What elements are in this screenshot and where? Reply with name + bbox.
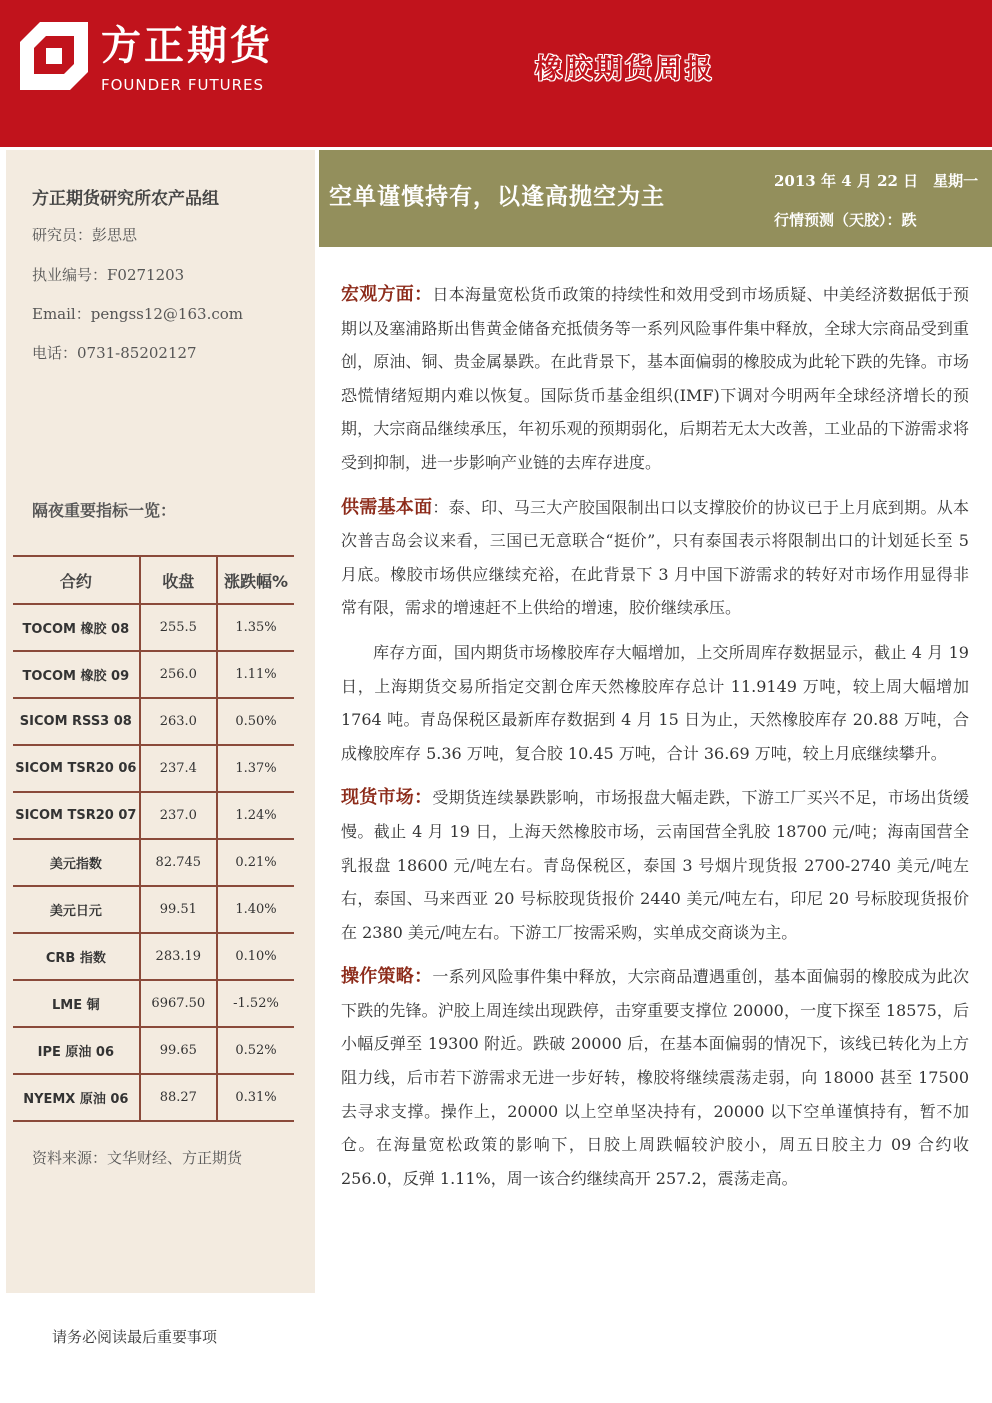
strategy-section bbox=[341, 960, 969, 1195]
inventory-text: 库存方面，国内期货市场橡胶库存大幅增加，上交所周库存数据显示，截止 4 月 19 日，上海期货交易所指定交割仓库天然橡胶库存总计 11.9149 万吨，较上周大幅增加 1764 吨。青岛保税区最新库存数据到 4 月 15 日为止，天然橡胶库存 20.88 万吨，合成橡胶库存 5.36 万吨，复合胶 10.45 万吨，合计 36.69 万吨，较上月底继续攀升。 bbox=[341, 642, 969, 763]
table-row bbox=[13, 980, 294, 1027]
table-row bbox=[13, 1027, 294, 1074]
contract-name: 美元指数 bbox=[13, 839, 140, 886]
report-headline: 空单谨慎持有，以逢高抛空为主 bbox=[329, 183, 665, 210]
macro-text: 日本海量宽松货币政策的持续性和效用受到市场质疑、中美经济数据低于预期以及塞浦路斯出售黄金储备充抵债务等一系列风险事件集中释放，全球大宗商品受到重创，原油、铜、贵金属暴跌。在此背景下，基本面偏弱的橡胶成为此轮下跌的先锋。市场恐慌情绪短期内难以恢复。国际货币基金组织(IMF)下调对今明两年全球经济增长的预期，大宗商品继续承压，年初乐观的预期弱化，后期若无太大改善，工业品的下游需求将受到抑制，进一步影响产业链的去库存进度。 bbox=[341, 285, 969, 472]
column-header: 涨跌幅% bbox=[217, 556, 294, 604]
table-row bbox=[13, 698, 294, 745]
close-value: 255.5 bbox=[140, 604, 217, 651]
research-group: 方正期货研究所农产品组 bbox=[32, 189, 219, 209]
macro-title: 宏观方面： bbox=[341, 284, 433, 305]
contract-name: CRB 指数 bbox=[13, 933, 140, 980]
change-percent: 1.35% bbox=[217, 604, 294, 651]
change-percent: 0.21% bbox=[217, 839, 294, 886]
change-percent: 0.52% bbox=[217, 1027, 294, 1074]
table-row bbox=[13, 886, 294, 933]
table-row bbox=[13, 604, 294, 651]
brand-name-cn: 方正期货 bbox=[101, 23, 273, 69]
close-value: 99.51 bbox=[140, 886, 217, 933]
contact-phone: 电话：0731-85202127 bbox=[32, 344, 197, 362]
data-source: 资料来源：文华财经、方正期货 bbox=[32, 1149, 243, 1167]
contract-name: 美元日元 bbox=[13, 886, 140, 933]
close-value: 88.27 bbox=[140, 1074, 217, 1121]
close-value: 237.4 bbox=[140, 745, 217, 792]
disclaimer-note: 请务必阅读最后重要事项 bbox=[52, 1328, 218, 1346]
close-value: 99.65 bbox=[140, 1027, 217, 1074]
close-value: 82.745 bbox=[140, 839, 217, 886]
report-title: 橡胶期货周报 bbox=[535, 54, 715, 85]
table-row bbox=[13, 933, 294, 980]
spot-section bbox=[341, 781, 969, 949]
supply-section bbox=[341, 491, 969, 625]
column-header: 收盘 bbox=[140, 556, 217, 604]
report-body bbox=[341, 278, 969, 1206]
header-banner bbox=[0, 0, 992, 147]
change-percent: 1.37% bbox=[217, 745, 294, 792]
spot-text: 受期货连续暴跌影响，市场报盘大幅走跌，下游工厂买兴不足，市场出货缓慢。截止 4 月 19 日，上海天然橡胶市场，云南国营全乳胶 18700 元/吨；海南国营全乳报盘 18600 元/吨左右。青岛保税区，泰国 3 号烟片现货报 2700-2740 美元/吨左右，泰国、马来西亚 20 号标胶现货报价 2440 美元/吨左右，印尼 20 号标胶现货报价在 2380 美元/吨左右。下游工厂按需采购，实单成交商谈为主。 bbox=[341, 788, 969, 942]
contract-name: SICOM TSR20 06 bbox=[13, 745, 140, 792]
table-row bbox=[13, 651, 294, 698]
change-percent: 0.10% bbox=[217, 933, 294, 980]
change-percent: 1.11% bbox=[217, 651, 294, 698]
strategy-title: 操作策略： bbox=[341, 966, 433, 988]
supply-text: ：泰、印、马三大产胶国限制出口以支撑胶价的协议已于上月底到期。从本次普吉岛会议来看，三国已无意联合“挺价”，只有泰国表示将限制出口的计划延长至 5 月底。橡胶市场供应继续充裕，在此背景下 3 月中国下游需求的转好对市场作用显得非常有限，需求的增速赶不上供给的增速，胶价继续承压。 bbox=[341, 497, 969, 618]
table-row bbox=[13, 839, 294, 886]
founder-logo-icon bbox=[20, 22, 88, 90]
contract-name: TOCOM 橡胶 08 bbox=[13, 604, 140, 651]
inventory-section bbox=[341, 636, 969, 770]
contact-email: Email：pengss12@163.com bbox=[32, 305, 243, 323]
close-value: 263.0 bbox=[140, 698, 217, 745]
column-header: 合约 bbox=[13, 556, 140, 604]
macro-section bbox=[341, 278, 969, 480]
license-number: 执业编号：F0271203 bbox=[32, 266, 185, 284]
change-percent: 0.50% bbox=[217, 698, 294, 745]
strategy-text: 一系列风险事件集中释放，大宗商品遭遇重创，基本面偏弱的橡胶成为此次下跌的先锋。沪胶上周连续出现跌停，击穿重要支撑位 20000，一度下探至 18575，后小幅反弹至 19300 附近。跌破 20000 后，在基本面偏弱的情况下，该线已转化为上方阻力线，后市若下游需求无进一步好转，橡胶将继续震荡走弱，向 18000 甚至 17500 去寻求支撑。操作上，20000 以上空单坚决持有，20000 以下空单谨慎持有，暂不加仓。在海量宽松政策的影响下，日胶上周跌幅较沪胶小，周五日胶主力 09 合约收 256.0，反弹 1.11%，周一该合约继续高开 257.2，震荡走高。 bbox=[341, 967, 969, 1188]
change-percent: -1.52% bbox=[217, 980, 294, 1027]
supply-title: 供需基本面 bbox=[341, 496, 433, 518]
close-value: 237.0 bbox=[140, 792, 217, 839]
contract-name: SICOM TSR20 07 bbox=[13, 792, 140, 839]
contract-name: IPE 原油 06 bbox=[13, 1027, 140, 1074]
close-value: 256.0 bbox=[140, 651, 217, 698]
contract-name: NYEMX 原油 06 bbox=[13, 1074, 140, 1121]
table-row bbox=[13, 792, 294, 839]
table-header-row bbox=[13, 556, 294, 604]
market-forecast: 行情预测（天胶）：跌 bbox=[774, 211, 917, 229]
table-row bbox=[13, 745, 294, 792]
change-percent: 1.24% bbox=[217, 792, 294, 839]
close-value: 283.19 bbox=[140, 933, 217, 980]
change-percent: 0.31% bbox=[217, 1074, 294, 1121]
report-date: 2013 年 4 月 22 日 星期一 bbox=[774, 172, 979, 190]
contract-name: LME 铜 bbox=[13, 980, 140, 1027]
indicator-overview-title: 隔夜重要指标一览： bbox=[32, 501, 177, 520]
close-value: 6967.50 bbox=[140, 980, 217, 1027]
brand-name-en: FOUNDER FUTURES bbox=[101, 76, 265, 94]
contract-name: TOCOM 橡胶 09 bbox=[13, 651, 140, 698]
researcher-name: 研究员：彭思思 bbox=[32, 226, 138, 244]
spot-title: 现货市场： bbox=[341, 787, 433, 809]
headline-bar bbox=[319, 150, 992, 247]
contract-name: SICOM RSS3 08 bbox=[13, 698, 140, 745]
table-row bbox=[13, 1074, 294, 1121]
change-percent: 1.40% bbox=[217, 886, 294, 933]
sidebar bbox=[6, 150, 315, 1293]
indicator-table bbox=[13, 555, 294, 1122]
